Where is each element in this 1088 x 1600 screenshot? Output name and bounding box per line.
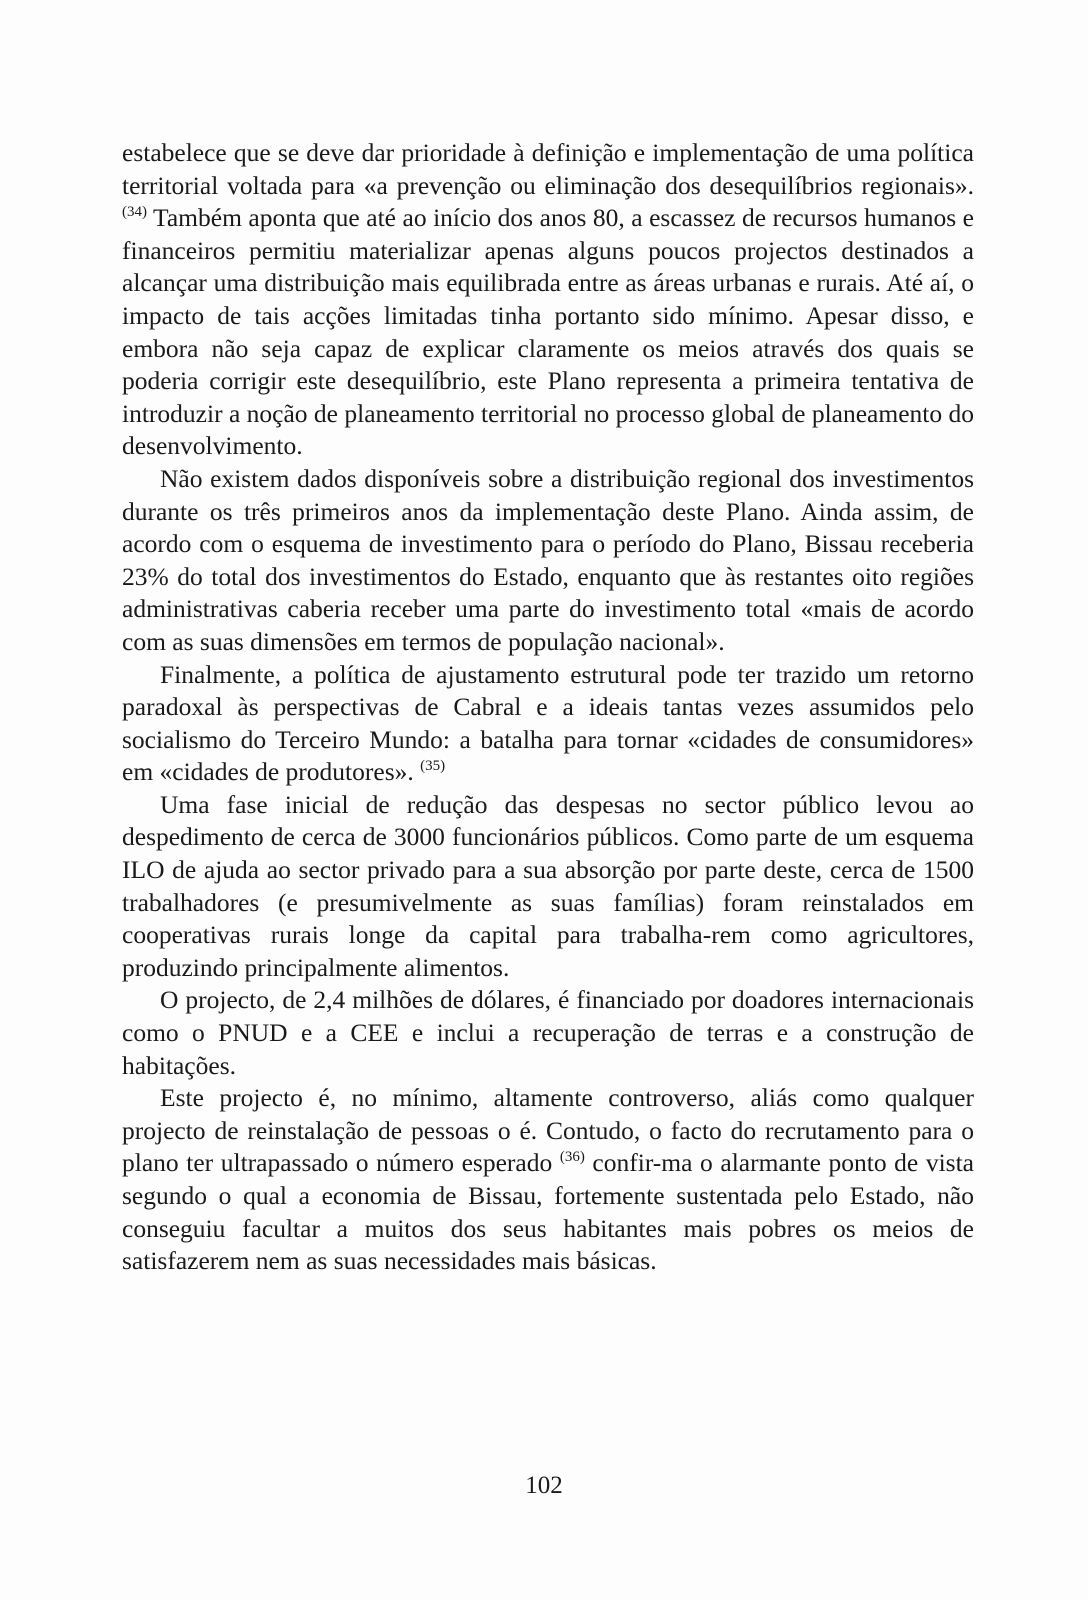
paragraph-1 [122,137,974,463]
paragraph-6-text-b: confir-ma o alarmante ponto de vista segundo o qual a economia de Bissau, fortemente sustentada pelo Estado, não conseguiu facultar a muitos dos seus habitantes mais pobres os meios de satisfazerem nem as suas necessidades mais básicas. [122,1148,975,1276]
footnote-ref-35[interactable]: (35) [420,758,446,775]
body-text [122,137,974,1278]
paragraph-1-text-a: estabelece que se deve dar prioridade à definição e implementação de uma política territorial voltada para «a prevenção ou eliminação dos desequilíbrios regionais». [122,138,974,200]
paragraph-4-text: Uma fase inicial de redução das despesas no sector público levou ao despedimento de cerca de 3000 funcionários públicos. Como parte de um esquema ILO de ajuda ao sector privado para a sua absorção por parte deste, cerca de 1500 trabalhadores (e presumivelmente as suas famílias) foram reinstalados em cooperativas rurais longe da capital para trabalha-rem como agricultores, produzindo principalmente alimentos. [122,789,974,982]
paragraph-6 [122,1082,974,1278]
paragraph-3-text: Finalmente, a política de ajustamento estrutural pode ter trazido um retorno paradoxal às perspectivas de Cabral e a ideais tantas vezes assumidos pelo socialismo do Terceiro Mundo: a batalha para tornar «cidades de consumidores» em «cidades de produtores». [122,659,974,787]
paragraph-2-text: Não existem dados disponíveis sobre a distribuição regional dos investimentos durante os três primeiros anos da implementação deste Plano. Ainda assim, de acordo com o esquema de investimento para o período do Plano, Bissau receberia 23% do total dos investimentos do Estado, enquanto que às restantes oito regiões administrativas caberia receber uma parte do investimento total «mais de acordo com as suas dimensões em termos de população nacional». [122,463,974,656]
paragraph-4 [122,789,974,985]
page-number: 102 [525,1472,563,1499]
paragraph-6-text-a: Este projecto é, no mínimo, altamente controverso, aliás como qualquer projecto de reinstalação de pessoas o é. Contudo, o facto do recrutamento para o plano ter ultrapassado o número esperado [122,1083,974,1178]
footnote-ref-34[interactable]: (34) [122,204,147,221]
paragraph-3 [122,659,974,789]
footnote-ref-36[interactable]: (36) [559,1149,585,1166]
paragraph-2 [122,463,974,659]
paragraph-5 [122,984,974,1082]
paragraph-1-text-b: Também aponta que até ao início dos anos 80, a escassez de recursos humanos e financeiros permitiu materializar apenas alguns poucos projectos destinados a alcançar uma distribuição mais equilibrada entre as áreas urbanas e rurais. Até aí, o impacto de tais acções limitadas tinha portanto sido mínimo. Apesar disso, e embora não seja capaz de explicar claramente os meios através dos quais se poderia corrigir este desequilíbrio, este Plano representa a primeira tentativa de introduzir a noção de planeamento territorial no processo global de planeamento do desenvolvimento. [122,203,974,461]
paragraph-5-text: O projecto, de 2,4 milhões de dólares, é financiado por doadores internacionais como o PNUD e a CEE e inclui a recuperação de terras e a construção de habitações. [122,985,974,1080]
